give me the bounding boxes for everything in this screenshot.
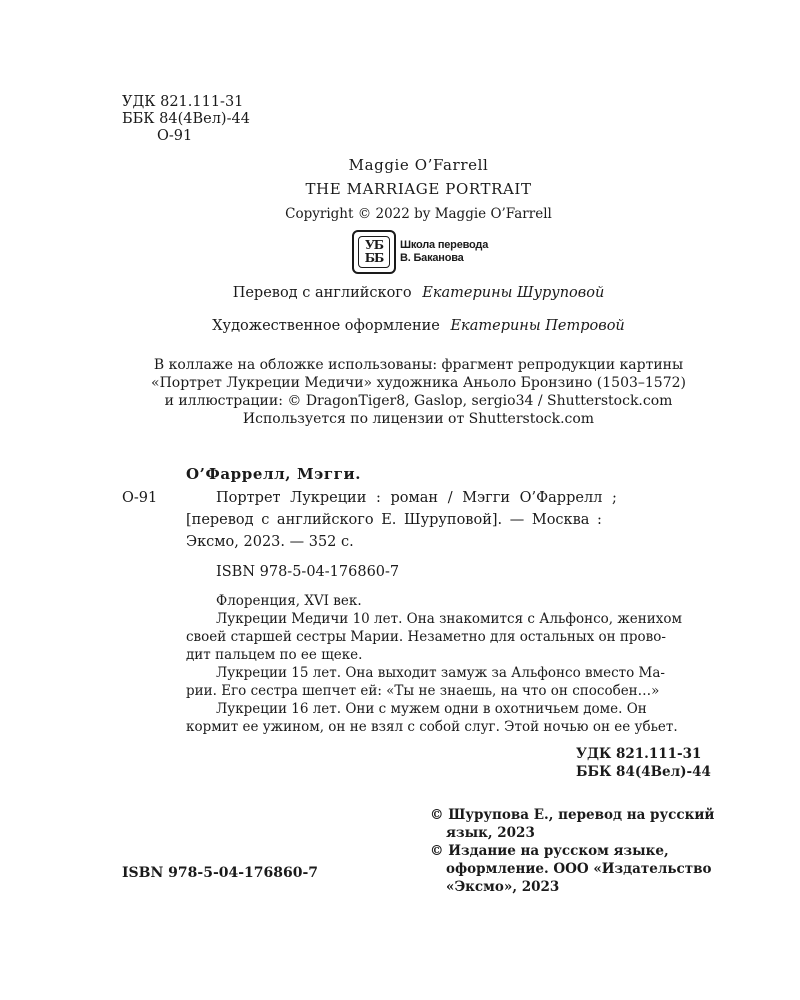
cover-note-line: «Портрет Лукреции Медичи» художника Аньоло Бронзино (1503–1572) (151, 375, 686, 391)
abstract-line: дит пальцем по ее щеке. (186, 647, 363, 663)
original-author: Maggie O’Farrell (348, 156, 489, 174)
catalog-line-2: [перевод с английского Е. Шуруповой]. — Москва : (186, 512, 602, 528)
author-mark-top: О-91 (157, 128, 193, 144)
bottom-isbn: ISBN 978-5-04-176860-7 (122, 865, 319, 881)
abstract-line: Лукреции 16 лет. Они с мужем одни в охотничьем доме. Он (216, 701, 647, 717)
abstract-line: рии. Его сестра шепчет ей: «Ты не знаешь, на что он способен…» (186, 683, 660, 699)
original-title: THE MARRIAGE PORTRAIT (305, 180, 532, 198)
catalog-author-mark: О-91 (122, 490, 158, 506)
design-label: Художественное оформление (212, 318, 440, 334)
catalog-line-1: Портрет Лукреции : роман / Мэгги О’Фаррелл ; (216, 490, 617, 506)
udk-code-top: УДК 821.111-31 (122, 94, 244, 110)
translation-credit (0, 284, 800, 303)
designer-name: Екатерины Петровой (450, 318, 625, 334)
copyright-line: «Эксмо», 2023 (446, 879, 560, 895)
cover-note-line: и иллюстрации: © DragonTiger8, Gaslop, sergio34 / Shutterstock.com (164, 393, 673, 409)
design-credit (0, 317, 800, 336)
copyright-line: © Шурупова Е., перевод на русский (430, 807, 715, 823)
translation-label: Перевод с английского (232, 285, 412, 301)
catalog-bbk: ББК 84(4Вел)-44 (576, 764, 711, 780)
copyright-line: язык, 2023 (446, 825, 535, 841)
catalog-heading: О’Фаррелл, Мэгги. (186, 465, 362, 483)
translator-name: Екатерины Шуруповой (422, 285, 605, 301)
monogram-bottom: ББ (364, 251, 384, 265)
cover-note (0, 356, 800, 428)
logo-line-1: Школа перевода (400, 239, 489, 251)
bbk-code-top: ББК 84(4Вел)-44 (122, 111, 250, 127)
catalog-isbn: ISBN 978-5-04-176860-7 (216, 564, 400, 580)
copyright-line: оформление. ООО «Издательство (446, 861, 712, 877)
cover-note-line: В коллаже на обложке использованы: фрагмент репродукции картины (153, 357, 684, 373)
copyright-block (430, 806, 714, 896)
abstract-line: Лукреции 15 лет. Она выходит замуж за Альфонсо вместо Ма- (216, 665, 665, 681)
translation-school-logo (352, 230, 488, 274)
catalog-udk: УДК 821.111-31 (576, 746, 702, 762)
abstract-line: своей старшей сестры Марии. Незаметно для остальных он прово- (186, 629, 666, 645)
catalog-line-3: Эксмо, 2023. — 352 с. (186, 534, 354, 550)
original-copyright: Copyright © 2022 by Maggie O’Farrell (285, 206, 552, 222)
abstract-line: кормит ее ужином, он не взял с собой слуг. Этой ночью он ее убьет. (186, 719, 678, 735)
copyright-line: © Издание на русском языке, (430, 843, 669, 859)
logo-line-2: В. Баканова (400, 252, 464, 264)
abstract-line: Лукреции Медичи 10 лет. Она знакомится с Альфонсо, женихом (216, 611, 682, 627)
monogram-top: УБ (364, 238, 383, 252)
monogram-icon (352, 230, 396, 274)
abstract-line: Флоренция, XVI век. (216, 593, 362, 609)
cover-note-line: Используется по лицензии от Shutterstock.com (242, 411, 595, 427)
